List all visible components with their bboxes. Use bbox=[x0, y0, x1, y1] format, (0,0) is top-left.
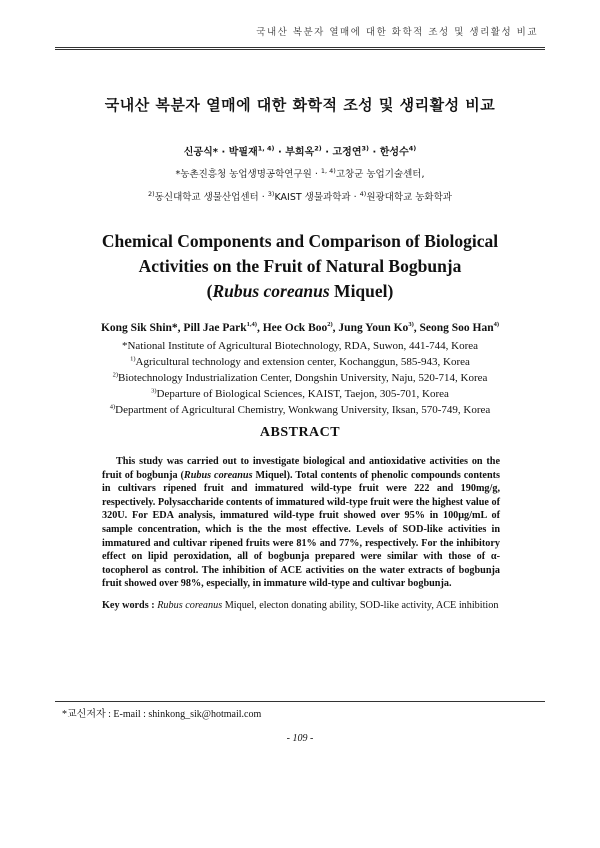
english-author: Pill Jae Park bbox=[183, 322, 247, 334]
english-author: Hee Ock Boo bbox=[262, 322, 328, 334]
english-title-line-3: (Rubus coreanus Miquel) bbox=[206, 281, 394, 301]
korean-affiliation-line-2: $^{2)}$동신대학교 생물산업센터 · $^{3)}$KAIST 생물과학과 · $^{4)}$원광대학교 농화학과 bbox=[148, 189, 452, 203]
korean-author-list: 신공식* · 박필재$^{1, 4)}$ · 부희옥$^{2)}$ · 고정연$^{3)}$ · 한성수$^{4)}$ bbox=[183, 144, 417, 158]
english-affiliation: $^{4)}$Department of Agricultural Chemistry, Wonkwang University, Iksan, 570-749, Korea bbox=[109, 403, 491, 416]
english-affiliation: $^{3)}$Departure of Biological Sciences, KAIST, Taejon, 305-701, Korea bbox=[151, 387, 449, 400]
korean-author: 고정연 bbox=[332, 147, 362, 158]
abstract-heading: ABSTRACT bbox=[259, 425, 341, 440]
author-mark: 2) bbox=[327, 321, 333, 329]
english-affiliation: $^{2)}$Biotechnology Industrialization Center, Dongshin University, Naju, 520-714, Korea bbox=[112, 371, 488, 384]
author-mark: 4) bbox=[408, 144, 417, 153]
author-mark: 2) bbox=[314, 144, 322, 153]
korean-affiliation-line-1: *농촌진흥청 농업생명공학연구원 · $^{1, 4)}$고창군 농업기술센터, bbox=[175, 166, 425, 180]
korean-author: 한성수 bbox=[379, 147, 409, 158]
author-mark: * bbox=[212, 147, 218, 158]
header-rule bbox=[55, 47, 545, 50]
author-mark: * bbox=[171, 322, 178, 334]
korean-title: 국내산 복분자 열매에 대한 화학적 조성 및 생리활성 비교 bbox=[104, 96, 496, 114]
english-title-line-1: Chemical Components and Comparison of Biological bbox=[101, 231, 499, 251]
english-author-list: Kong Sik Shin*, Pill Jae Park$^{1,4)}$, Hee Ock Boo$^{2)}$, Jung Youn Ko$^{3)}$, Seong Soo Han$^{4)}$ bbox=[100, 321, 500, 334]
korean-author: 신공식 bbox=[183, 147, 213, 158]
english-title bbox=[0, 229, 600, 304]
korean-author: 박필재 bbox=[228, 147, 258, 158]
korean-author: 부희옥 bbox=[285, 147, 315, 158]
english-affiliation: $^{1)}$Agricultural technology and extension center, Kochanggun, 585-943, Korea bbox=[130, 355, 470, 368]
author-mark: 4) bbox=[493, 321, 500, 329]
running-head: 국내산 복분자 열매에 대한 화학적 조성 및 생리활성 비교 bbox=[256, 27, 538, 38]
corresponding-author-footnote: *교신저자 : E-mail : shinkong_sik@hotmail.com bbox=[62, 709, 262, 720]
english-author: Seong Soo Han bbox=[419, 322, 494, 334]
page-number: - 109 - bbox=[286, 733, 314, 744]
keywords: Key words : Rubus coreanus Miquel, electon donating ability, SOD-like activity, ACE inhibition bbox=[102, 600, 499, 611]
english-affiliation: *National Institute of Agricultural Biotechnology, RDA, Suwon, 441-744, Korea bbox=[121, 340, 479, 352]
footnote-rule bbox=[55, 701, 545, 702]
english-author: Kong Sik Shin bbox=[100, 322, 172, 334]
english-author: Jung Youn Ko bbox=[338, 322, 409, 334]
keywords-label: Key words : bbox=[102, 600, 155, 611]
author-mark: 1, 4) bbox=[257, 144, 275, 153]
author-mark: 1,4) bbox=[246, 321, 257, 329]
author-mark: 3) bbox=[408, 321, 414, 329]
abstract-body: This study was carried out to investigate biological and antioxidative activities on the fruit of bogbunja (Rubus coreanus Miquel). Total contents of phenolic compounds contents in cultivars ripened fruit and immatured wild-type fruit were 222 and 190mg/g, respectively. Polysaccharide contents of immatured wild-type fruit were the highest value of 320U. For EDA analysis, immatured wild-type fruit showed over 95% in 100μg/mL of sample concentration, which is the the most effective. Levels of SOD-like activities in immatured and cultivar ripened fruits were 81% and 77%, respectively. For the inhibitory effect on lipid peroxidation, all of bogbunja prepared were similar with those of α-tocopherol as control. The inhibition of ACE activities on the water extracts of bogbunja fruit showed over 98%, especially, in immature wild-type and cultivar bogbunja. bbox=[102, 456, 500, 590]
english-title-line-2: Activities on the Fruit of Natural Bogbunja bbox=[138, 256, 462, 276]
author-mark: 3) bbox=[361, 144, 369, 153]
